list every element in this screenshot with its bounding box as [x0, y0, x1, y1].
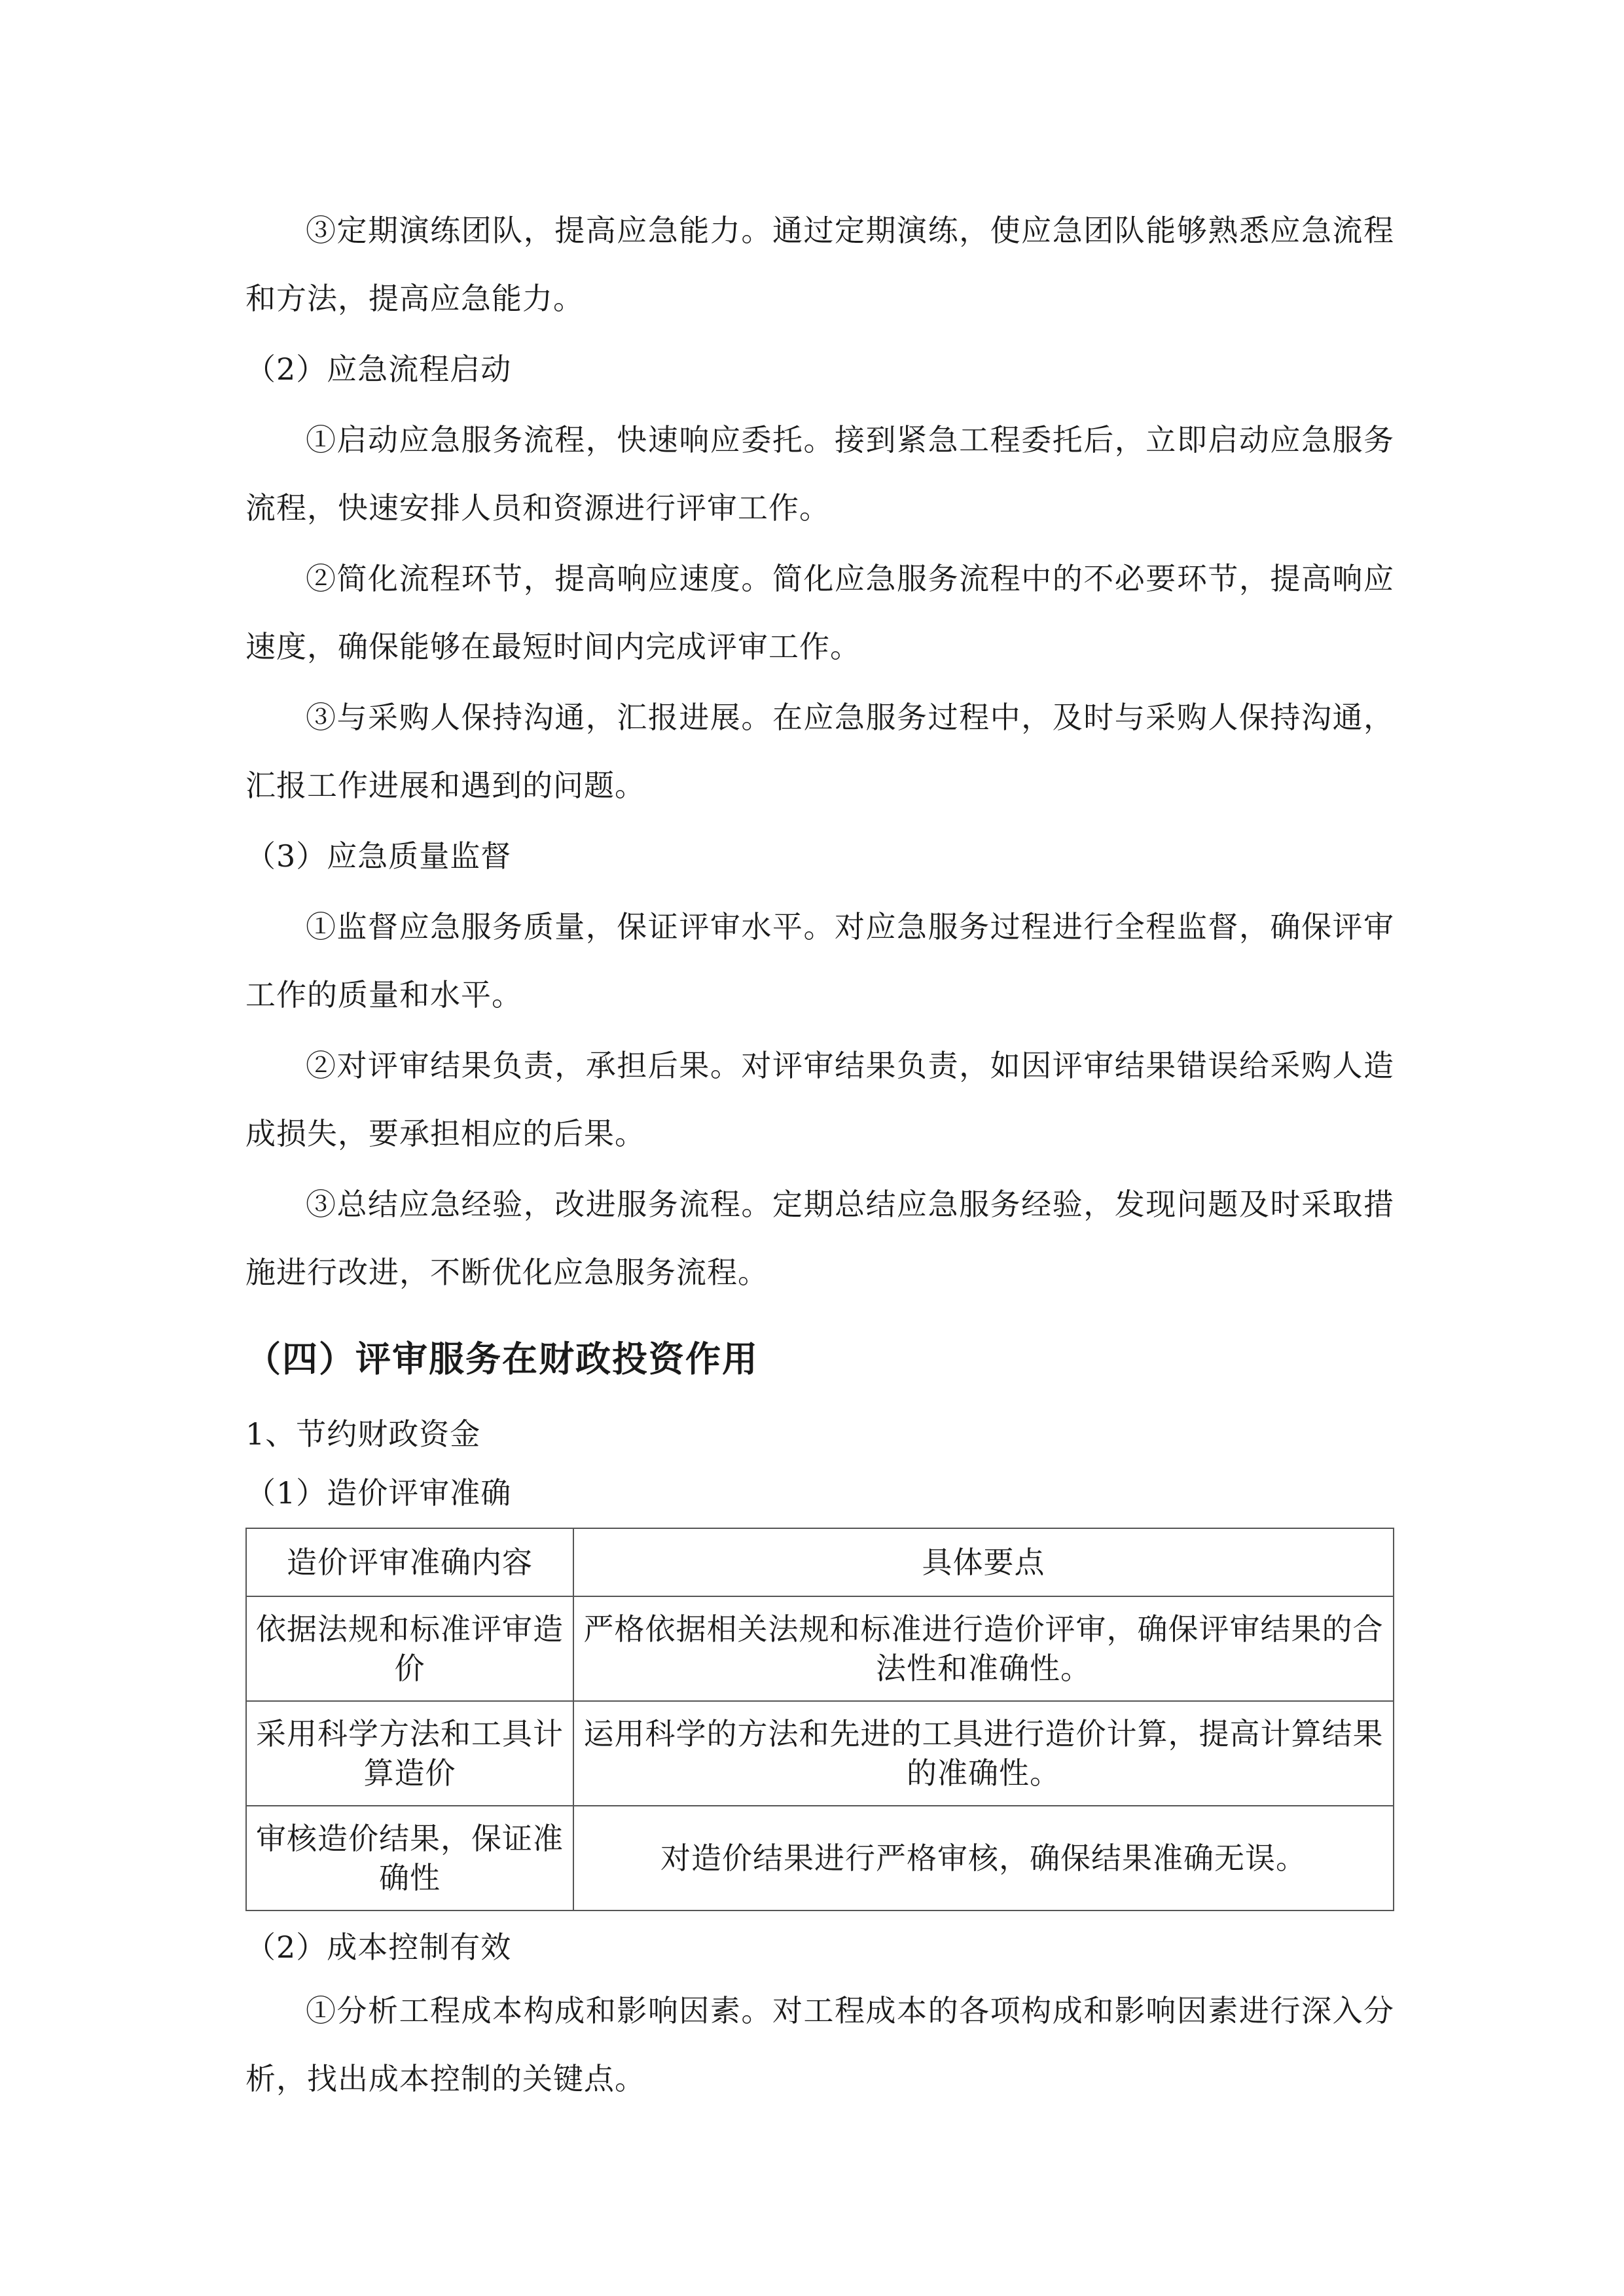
paragraph: ①启动应急服务流程，快速响应委托。接到紧急工程委托后，立即启动应急服务流程，快速安排人员和资源进行评审工作。: [245, 422, 1394, 526]
paragraph: ②对评审结果负责，承担后果。对评审结果负责，如因评审结果错误给采购人造成损失，要承担相应的后果。: [245, 1048, 1394, 1151]
subheading: （2）成本控制有效: [245, 1929, 512, 1965]
subheading: （2）应急流程启动: [245, 351, 512, 387]
table-header: 造价评审准确内容: [246, 1528, 573, 1596]
paragraph: ①监督应急服务质量，保证评审水平。对应急服务过程进行全程监督，确保评审工作的质量和水平。: [245, 909, 1394, 1013]
section-title: （四）评审服务在财政投资作用: [245, 1338, 759, 1380]
paragraph: ①分析工程成本构成和影响因素。对工程成本的各项构成和影响因素进行深入分析，找出成本控制的关键点。: [245, 1993, 1394, 2096]
table-cell: 采用科学方法和工具计算造价: [246, 1701, 573, 1806]
table-header-row: [246, 1528, 1394, 1596]
table-header: 具体要点: [573, 1528, 1394, 1596]
table-cell: 对造价结果进行严格审核，确保结果准确无误。: [573, 1806, 1394, 1910]
subheading: （3）应急质量监督: [245, 838, 512, 874]
paragraph: ③与采购人保持沟通，汇报进展。在应急服务过程中，及时与采购人保持沟通，汇报工作进展和遇到的问题。: [245, 700, 1394, 803]
document-page: [245, 196, 1394, 2115]
subheading: （1）造价评审准确: [245, 1475, 512, 1511]
item-heading: 1、节约财政资金: [245, 1416, 481, 1452]
table-cell: 严格依据相关法规和标准进行造价评审，确保评审结果的合法性和准确性。: [573, 1596, 1394, 1701]
table-cell: 依据法规和标准评审造价: [246, 1596, 573, 1701]
table-cell: 审核造价结果，保证准确性: [246, 1806, 573, 1910]
paragraph: ②简化流程环节，提高响应速度。简化应急服务流程中的不必要环节，提高响应速度，确保能够在最短时间内完成评审工作。: [245, 561, 1394, 664]
paragraph: ③总结应急经验，改进服务流程。定期总结应急服务经验，发现问题及时采取措施进行改进，不断优化应急服务流程。: [245, 1187, 1394, 1290]
table-row: [246, 1701, 1394, 1806]
table-cell: 运用科学的方法和先进的工具进行造价计算，提高计算结果的准确性。: [573, 1701, 1394, 1806]
table-row: [246, 1596, 1394, 1701]
paragraph: ③定期演练团队，提高应急能力。通过定期演练，使应急团队能够熟悉应急流程和方法，提高应急能力。: [245, 213, 1394, 316]
table-row: [246, 1806, 1394, 1910]
cost-review-table: [245, 1528, 1394, 1911]
